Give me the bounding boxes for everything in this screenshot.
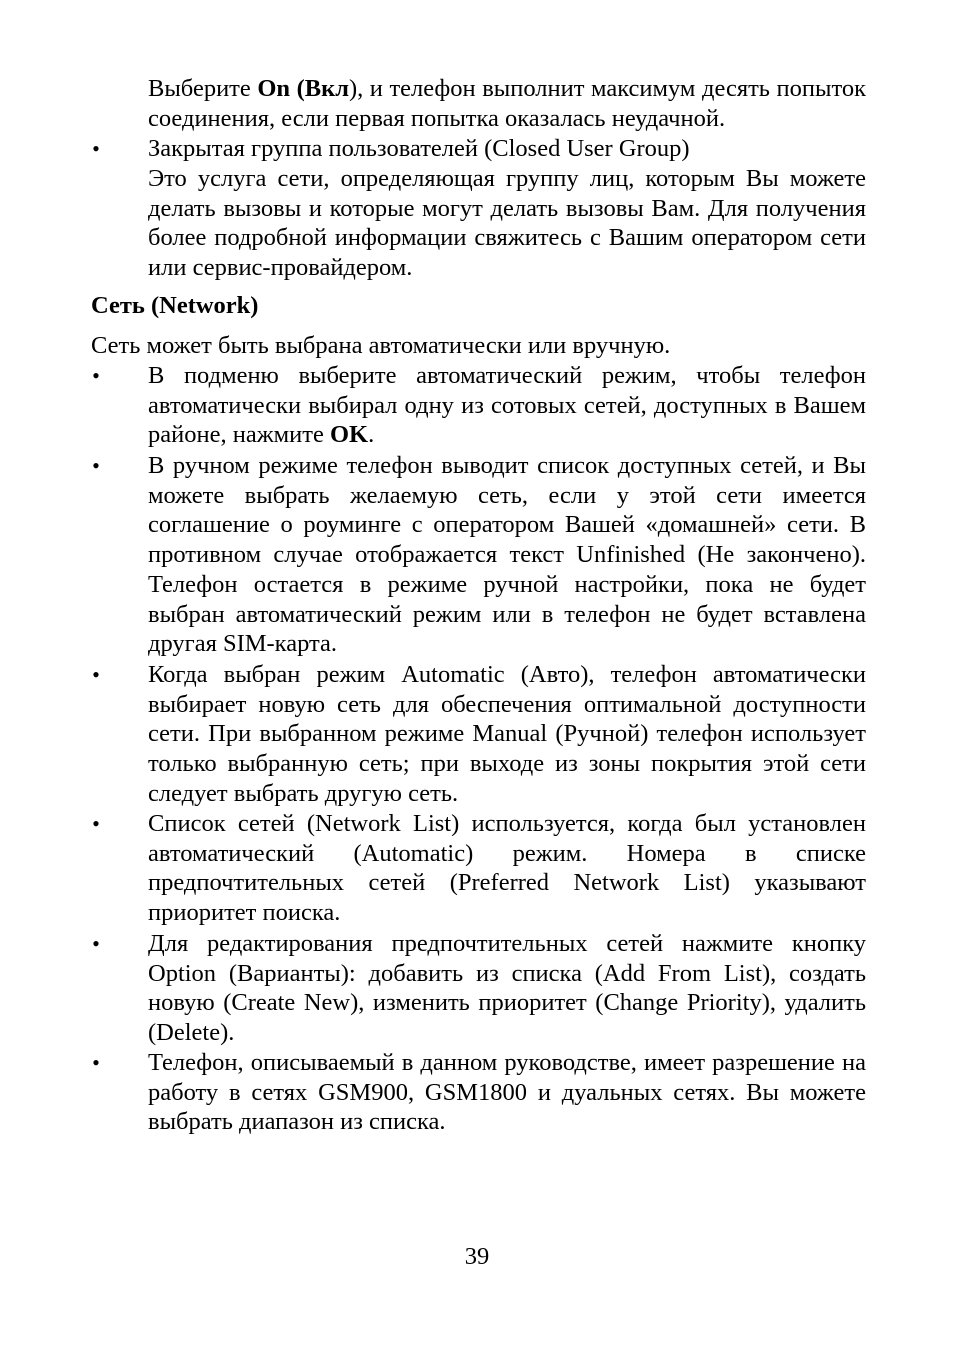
bullet-1-end: . xyxy=(368,421,375,449)
network-intro: Сеть может быть выбрана автоматически или вручную. xyxy=(91,332,671,359)
retry-on-bold: On (Вкл xyxy=(257,75,349,102)
bullet-5: • xyxy=(92,931,100,956)
retry-text-end: ), и телефон выполнит максимум десять попыток соединения, если первая попытка оказалась неудачной. xyxy=(148,75,867,132)
bullet-2: • xyxy=(92,453,100,478)
bullet-3-text: Когда выбран режим Automatic (Авто), телефон автоматически выбирает новую сеть для обеспечения оптимальной доступности сети. При выбранном режиме Manual (Ручной) телефон использует только выбранную сеть; при выходе из зоны покрытия этой сети следует выбрать другую сеть. xyxy=(148,661,866,807)
ok-bold: OK xyxy=(329,421,369,449)
bullet-5-text: Для редактирования предпочтительных сетей нажмите кнопку Option (Варианты): добавить из списка (Add From List), создать новую (Create New), изменить приоритет (Change Priority), удалить (Delete). xyxy=(148,930,866,1047)
bullet-4-text: Список сетей (Network List) используется, когда был установлен автоматический (Automatic) режим. Номера в списке предпочтительных сетей (Preferred Network List) указывают приоритет поиска. xyxy=(148,810,866,927)
cug-body: Это услуга сети, определяющая группу лиц, которым Вы можете делать вызовы и которые могут делать вызовы Вам. Для получения более подробной информации свяжитесь с Вашим оператором сети или сервис-провайдером. xyxy=(148,165,866,282)
bullet-6: • xyxy=(92,1050,100,1075)
bullet-6-text: Телефон, описываемый в данном руководстве, имеет разрешение на работу в сетях GSM900, GSM1800 и дуальных сетях. Вы можете выбрать диапазон из списка. xyxy=(148,1049,866,1136)
bullet-3: • xyxy=(92,662,100,687)
page-number: 39 xyxy=(464,1243,490,1270)
bullet-2-text: В ручном режиме телефон выводит список доступных сетей, и Вы можете выбрать желаемую сеть, если у этой сети имеется соглашение о роуминге с оператором Вашей «домашней» сети. В противном случае отображается текст Unfinished (Не закончено). Телефон остается в режиме ручной настройки, пока не будет выбран автоматический режим или в телефон не будет вставлена другая SIM-карта. xyxy=(148,452,866,658)
bullet-1: • xyxy=(92,363,100,388)
bullet-cug: • xyxy=(92,136,100,161)
cug-title: Закрытая группа пользователей (Closed User Group) xyxy=(148,135,690,162)
bullet-1-body: В подменю выберите автоматический режим, чтобы телефон автоматически выбирал одну из сотовых сетей, доступных в Вашем районе, нажмите xyxy=(148,362,866,449)
network-heading: Сеть (Network) xyxy=(91,292,259,319)
bullet-4: • xyxy=(92,811,100,836)
bullet-1-text xyxy=(148,361,866,450)
retry-text-start: Выберите xyxy=(148,75,258,102)
retry-paragraph xyxy=(148,74,866,133)
